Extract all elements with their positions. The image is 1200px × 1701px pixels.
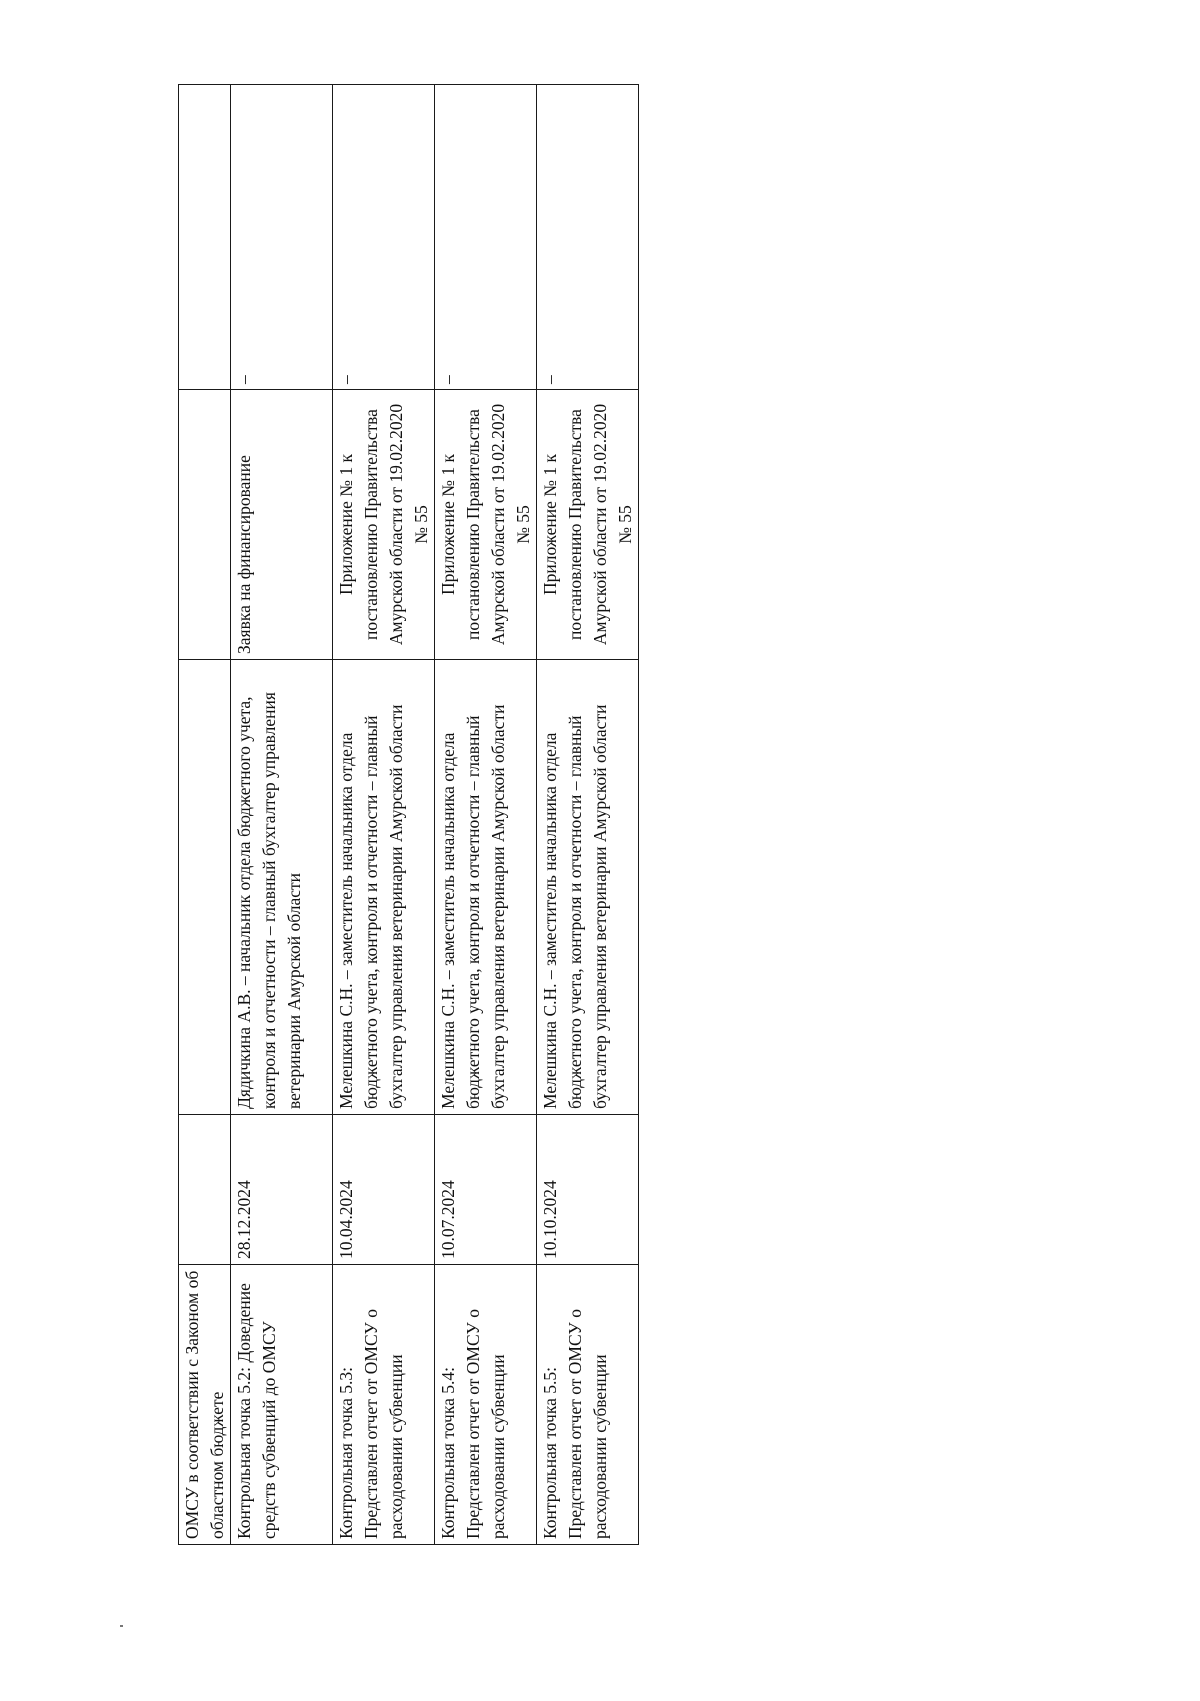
table-row-continued (179, 85, 231, 1545)
cell-responsible (179, 660, 231, 1115)
cell-document: Приложение № 1 к постановлению Правительства Амурской области от 19.02.2020 № 55 (537, 390, 639, 660)
table-row (231, 85, 333, 1545)
cell-responsible: Мелешкина С.Н. – заместитель начальника отдела бюджетного учета, контроля и отчетности – главный бухгалтер управления ветеринарии Амурской области (333, 660, 435, 1115)
cell-name: Контрольная точка 5.2: Доведение средств субвенций до ОМСУ (231, 1265, 333, 1545)
cell-date (179, 1115, 231, 1265)
cell-extra: – (435, 85, 537, 390)
cell-extra: – (231, 85, 333, 390)
control-points-table (178, 84, 639, 1545)
cell-extra: – (537, 85, 639, 390)
cell-responsible: Мелешкина С.Н. – заместитель начальника отдела бюджетного учета, контроля и отчетности – главный бухгалтер управления ветеринарии Амурской области (435, 660, 537, 1115)
cell-name: Контрольная точка 5.3: Представлен отчет от ОМСУ о расходовании субвенции (333, 1265, 435, 1545)
table-row (333, 85, 435, 1545)
cell-name: ОМСУ в соответствии с Законом об областном бюджете (179, 1265, 231, 1545)
cell-document (179, 390, 231, 660)
scan-speck (120, 1625, 123, 1627)
cell-date: 10.10.2024 (537, 1115, 639, 1265)
cell-document: Заявка на финансирование (231, 390, 333, 660)
cell-date: 28.12.2024 (231, 1115, 333, 1265)
table-row (435, 85, 537, 1545)
cell-document: Приложение № 1 к постановлению Правительства Амурской области от 19.02.2020 № 55 (333, 390, 435, 660)
rotated-table-wrapper (178, 85, 633, 1545)
cell-date: 10.04.2024 (333, 1115, 435, 1265)
table-row (537, 85, 639, 1545)
cell-extra: – (333, 85, 435, 390)
cell-name: Контрольная точка 5.5: Представлен отчет от ОМСУ о расходовании субвенции (537, 1265, 639, 1545)
cell-extra (179, 85, 231, 390)
cell-responsible: Мелешкина С.Н. – заместитель начальника отдела бюджетного учета, контроля и отчетности – главный бухгалтер управления ветеринарии Амурской области (537, 660, 639, 1115)
cell-date: 10.07.2024 (435, 1115, 537, 1265)
cell-name: Контрольная точка 5.4: Представлен отчет от ОМСУ о расходовании субвенции (435, 1265, 537, 1545)
cell-document: Приложение № 1 к постановлению Правительства Амурской области от 19.02.2020 № 55 (435, 390, 537, 660)
cell-responsible: Дядичкина А.В. – начальник отдела бюджетного учета, контроля и отчетности – главный бухгалтер управления ветеринарии Амурской области (231, 660, 333, 1115)
